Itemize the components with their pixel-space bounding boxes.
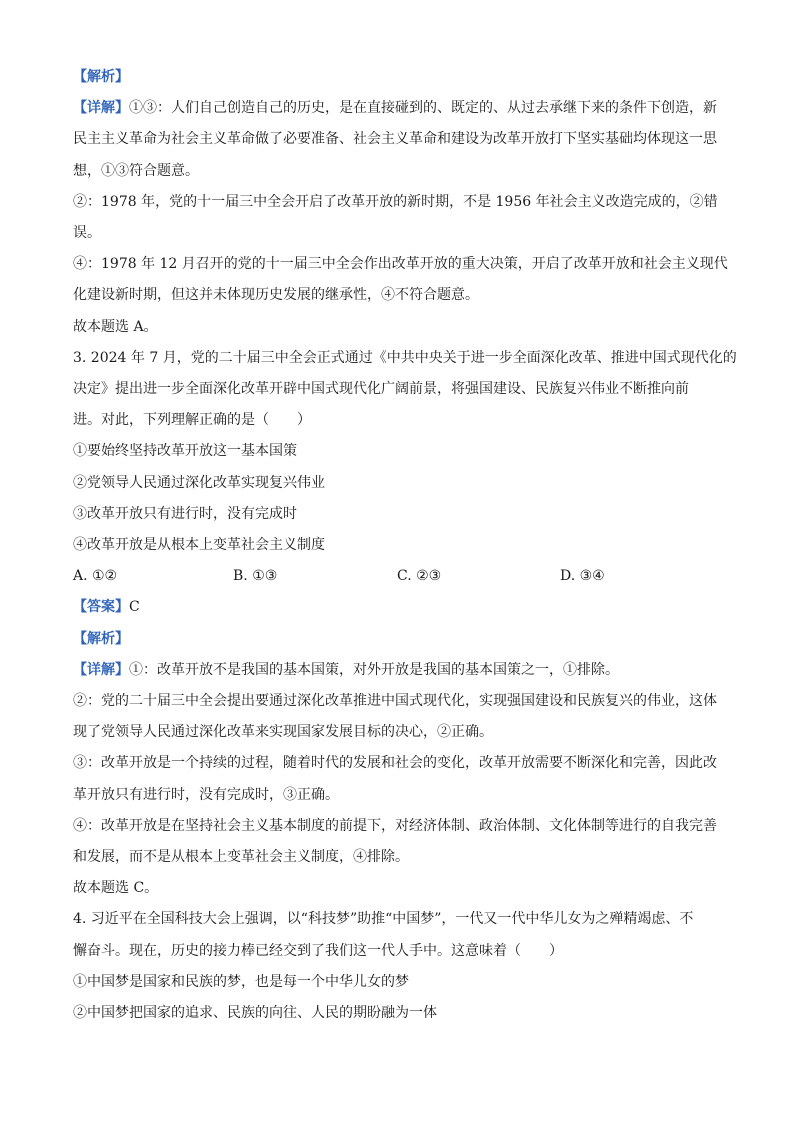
q4-statement: ①中国梦是国家和民族的梦，也是每一个中华儿女的梦: [73, 973, 409, 990]
q3-options: [73, 561, 723, 592]
q3-detail-line: ②：党的二十届三中全会提出要通过深化改革推进中国式现代化，实现强国建设和民族复兴的伟业，这体: [73, 693, 717, 710]
q3-detail-line: 和发展，而不是从根本上变革社会主义制度，④排除。: [73, 849, 409, 866]
q2-analysis-heading: [73, 62, 723, 93]
q3-stem-line: 决定》提出进一步全面深化改革开辟中国式现代化广阔前景，将强国建设、民族复兴伟业不断推向前: [73, 381, 689, 398]
q2-detail-line: 化建设新时期，但这并未体现历史发展的继承性，④不符合题意。: [73, 287, 479, 304]
analysis-tag: 【解析】: [73, 69, 129, 85]
q3-option-d: D. ③④: [560, 568, 605, 585]
q3-option-a: A. ①②: [73, 568, 118, 585]
q4-statement: ②中国梦把国家的追求、民族的向往、人民的期盼融为一体: [73, 1005, 437, 1022]
q2-conclusion: 故本题选 A。: [73, 318, 158, 335]
q3-statement: ①要始终坚持改革开放这一基本国策: [73, 443, 297, 460]
detail-tag: 【详解】: [73, 100, 129, 117]
q3-option-b: B. ①③: [233, 568, 278, 585]
q4-stem-line: 4. 习近平在全国科技大会上强调，以“科技梦”助推“中国梦”，一代又一代中华儿女为之殚精竭虑、不: [73, 911, 694, 928]
q3-analysis-heading: [73, 624, 723, 655]
q3-detail-line: ③：改革开放是一个持续的过程，随着时代的发展和社会的变化，改革开放需要不断深化和完善，因此改: [73, 755, 717, 772]
q2-detail-text: ①③：人们自己创造自己的历史，是在直接碰到的、既定的、从过去承继下来的条件下创造，新: [129, 100, 717, 117]
q2-detail-line: 民主主义革命为社会主义革命做了必要准备、社会主义革命和建设为改革开放打下坚实基础均体现这一思: [73, 131, 717, 148]
q3-conclusion: 故本题选 C。: [73, 880, 159, 897]
q3-detail-line: 现了党领导人民通过深化改革来实现国家发展目标的决心，②正确。: [73, 724, 493, 741]
q3-statement: ②党领导人民通过深化改革实现复兴伟业: [73, 474, 325, 491]
q3-stem-line: 3. 2024 年 7 月，党的二十届三中全会正式通过《中共中央关于进一步全面深化改革、推进中国式现代化的: [73, 349, 737, 366]
q2-detail-line: [73, 93, 723, 124]
detail-tag: 【详解】: [73, 661, 129, 678]
q2-detail-line: 误。: [73, 225, 101, 242]
q2-detail-line: ②：1978 年，党的十一届三中全会开启了改革开放的新时期，不是 1956 年社会主义改造完成的，②错: [73, 193, 718, 210]
q3-detail-line: 革开放只有进行时，没有完成时，③正确。: [73, 786, 339, 803]
q4-stem-line: 懈奋斗。现在，历史的接力棒已经交到了我们这一代人手中。这意味着（ ）: [73, 942, 563, 959]
q3-answer: [73, 592, 723, 623]
q3-detail-line: [73, 655, 723, 686]
answer-value: C: [129, 599, 140, 616]
q3-detail-text: ①：改革开放不是我国的基本国策，对外开放是我国的基本国策之一，①排除。: [129, 661, 619, 678]
q3-stem-line: 进。对此，下列理解正确的是（ ）: [73, 412, 311, 429]
q3-option-c: C. ②③: [397, 568, 442, 585]
q2-detail-line: 想，①③符合题意。: [73, 162, 199, 179]
answer-tag: 【答案】: [73, 599, 129, 616]
q3-statement: ③改革开放只有进行时，没有完成时: [73, 505, 297, 522]
q2-detail-line: ④：1978 年 12 月召开的党的十一届三中全会作出改革开放的重大决策，开启了改革开放和社会主义现代: [73, 256, 728, 273]
document-body: [73, 62, 737, 1029]
analysis-tag: 【解析】: [73, 630, 129, 647]
q3-statement: ④改革开放是从根本上变革社会主义制度: [73, 537, 325, 554]
q3-detail-line: ④：改革开放是在坚持社会主义基本制度的前提下，对经济体制、政治体制、文化体制等进行的自我完善: [73, 817, 717, 834]
